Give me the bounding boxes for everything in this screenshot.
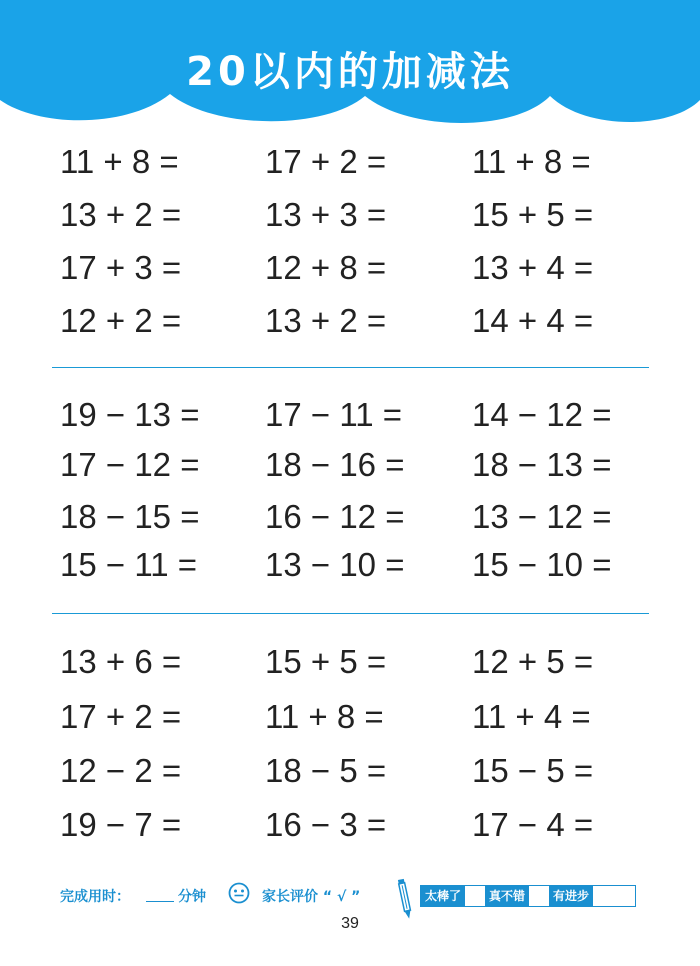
- problem: 11 + 8 =: [60, 143, 179, 180]
- rating-label: 有进步: [549, 886, 593, 906]
- problem-row: [0, 752, 700, 806]
- page-number: 39: [341, 915, 359, 932]
- page-title: 20以内的加减法: [186, 49, 514, 95]
- problem: 12 + 5 =: [472, 643, 594, 680]
- problem: 17 − 11 =: [265, 396, 403, 433]
- problem: 18 − 13 =: [472, 446, 612, 483]
- rating-label: 太棒了: [421, 886, 465, 906]
- footer-evaluation: [0, 876, 700, 912]
- problem-row: [0, 806, 700, 859]
- problem: 13 + 2 =: [265, 302, 387, 339]
- problem: 11 + 4 =: [472, 698, 591, 735]
- problem: 11 + 8 =: [472, 143, 591, 180]
- header-banner: [0, 0, 700, 130]
- problem: 18 − 15 =: [60, 498, 200, 535]
- problem-row: [0, 249, 700, 302]
- problem: 17 + 2 =: [60, 698, 182, 735]
- problem-row: [0, 396, 700, 446]
- problem-row: [0, 698, 700, 752]
- problem: 13 + 3 =: [265, 196, 387, 233]
- problem: 15 − 5 =: [472, 752, 594, 789]
- problem: 12 + 2 =: [60, 302, 182, 339]
- problem: 17 + 2 =: [265, 143, 387, 180]
- problem-row: [0, 143, 700, 196]
- rating-checkbox[interactable]: [593, 886, 613, 906]
- rating-options: [420, 885, 636, 907]
- problem: 13 + 4 =: [472, 249, 594, 286]
- section-addition: [0, 143, 700, 355]
- section-divider: [52, 367, 649, 368]
- rating-excellent[interactable]: [421, 886, 485, 906]
- parent-eval-label: 家长评价 “ √ ”: [262, 889, 361, 905]
- problem: 19 − 7 =: [60, 806, 182, 843]
- problem-row: [0, 446, 700, 498]
- problem: 12 + 8 =: [265, 249, 387, 286]
- time-unit: 分钟: [178, 889, 206, 905]
- problem: 14 − 12 =: [472, 396, 612, 433]
- problem: 18 − 16 =: [265, 446, 405, 483]
- problem: 12 − 2 =: [60, 752, 182, 789]
- rating-checkbox[interactable]: [529, 886, 549, 906]
- problem-row: [0, 498, 700, 546]
- problem: 16 − 3 =: [265, 806, 387, 843]
- problem-row: [0, 302, 700, 355]
- problem: 18 − 5 =: [265, 752, 387, 789]
- problem-row: [0, 196, 700, 249]
- problem: 19 − 13 =: [60, 396, 200, 433]
- section-divider: [52, 613, 649, 614]
- problem: 13 − 12 =: [472, 498, 612, 535]
- problem: 14 + 4 =: [472, 302, 594, 339]
- problem: 15 + 5 =: [265, 643, 387, 680]
- problem: 13 + 6 =: [60, 643, 182, 680]
- rating-good[interactable]: [485, 886, 549, 906]
- rating-checkbox[interactable]: [465, 886, 485, 906]
- problem-row: [0, 546, 700, 599]
- problem: 13 + 2 =: [60, 196, 182, 233]
- problem: 15 + 5 =: [472, 196, 594, 233]
- rating-improved[interactable]: [549, 886, 613, 906]
- problem: 13 − 10 =: [265, 546, 405, 583]
- problem: 17 − 4 =: [472, 806, 594, 843]
- problem: 15 − 10 =: [472, 546, 612, 583]
- smiley-icon: [228, 882, 250, 904]
- problem: 11 + 8 =: [265, 698, 384, 735]
- time-input-line[interactable]: [146, 901, 174, 902]
- section-subtraction: [0, 396, 700, 599]
- problem: 15 − 11 =: [60, 546, 198, 583]
- problem-row: [0, 643, 700, 698]
- rating-label: 真不错: [485, 886, 529, 906]
- problem: 17 − 12 =: [60, 446, 200, 483]
- problem: 16 − 12 =: [265, 498, 405, 535]
- section-mixed: [0, 643, 700, 859]
- time-label: 完成用时：: [60, 889, 130, 905]
- problem: 17 + 3 =: [60, 249, 182, 286]
